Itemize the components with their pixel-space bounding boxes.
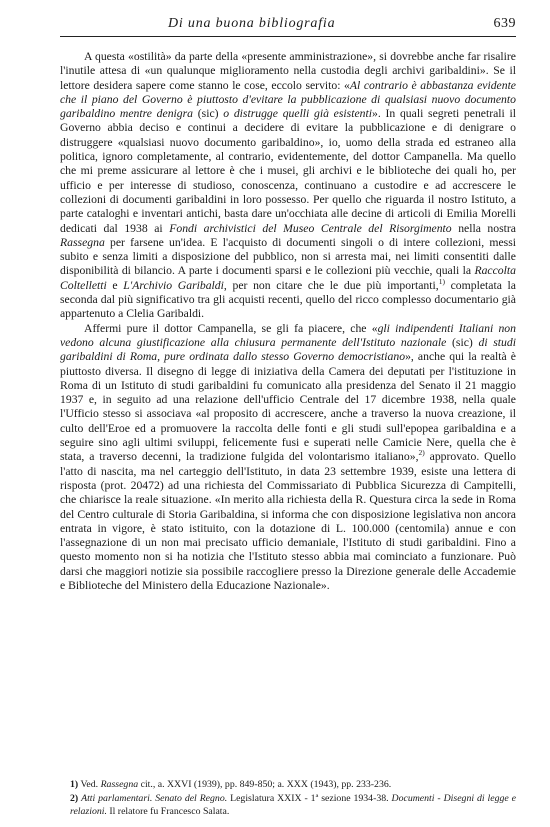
footnote-ref-1: 1)	[438, 276, 445, 286]
p2-text-3: approvato. Quello l'atto di nascita, ma nel carteggio dell'Istituto, in data 23 settembre 1939, esiste una lettera di risposta (prot. 20472) ad una richiesta del Commissariato di Pubblica Sicurezza di Campitelli, che chiarisce la reale situazione. «In merito alla richiesta della R. Questura circa la sede in Roma del Centro culturale di Storia Garibaldina, si informa che con disposizione legislativa non ancora entrata in vigore, è stato istituito, con la dotazione di L. 100.000 (centomila) annue e con l'assegnazione di un non mai precisato ufficio demaniale, l'Istituto di studi garibaldini. Fino a questo momento non si ha notizia che l'Istituto stesso abbia mai cominciato a funzionare. Può darsi che maggiori notizie sia possibile raccogliere presso la Direzione generale delle Accademie e Biblioteche del Ministero della Educazione Nazionale».	[60, 450, 516, 592]
footnote-ref-2: 2)	[418, 448, 425, 458]
footnote-1-text-b: cit., a. XXVI (1939), pp. 849-850; a. XXX (1943), pp. 233-236.	[138, 779, 392, 790]
paragraph-2	[60, 322, 516, 594]
p2-quote-2: di studi garibaldini di Roma, pure ordinata dallo stesso Governo democristiano	[60, 335, 516, 364]
footnote-2	[60, 792, 516, 819]
p1-title-rassegna: Rassegna	[60, 235, 105, 249]
footnote-2-atti: Atti parlamentari. Senato del Regno.	[81, 792, 228, 804]
p1-quote-1: Al contrario è abbastanza evidente che il piano del Governo è piuttosto d'evitare la pubblicazione di qualsiasi nuovo documento garibaldino mentre denigra	[60, 78, 516, 121]
footnote-1	[60, 778, 516, 792]
p1-text-1: A questa «ostilità» da parte della «presente amministrazione», si dovrebbe anche far risalire l'inutile attesa di «un qualunque miglioramento nella custodia degli archivi garibaldini». Se il lettore desidera sapere come stanno le cose, eccolo servito: «	[60, 50, 516, 92]
paragraph-1	[60, 50, 516, 322]
footnote-2-legislatura: Legislatura XXIX - 1ª sezione 1934-38.	[227, 792, 392, 804]
p1-title-fondi: Fondi archivistici del Museo Centrale del Risorgimento	[169, 221, 452, 235]
footnote-2-relatore: Il relatore fu Francesco Salata.	[106, 806, 230, 817]
p1-sic-1: (sic)	[193, 107, 224, 121]
footnote-2-documenti: Documenti - Disegni di legge e relazioni.	[70, 792, 517, 817]
p2-quote-1: gli indipendenti Italiani non vedono alcuna giustificazione alla chiusura permanente dell'Istituto nazionale	[60, 321, 516, 349]
p1-quote-2: o distrugge quelli già esistenti	[223, 107, 372, 121]
p2-text-1: Affermi pure il dottor Campanella, se gli fa piacere, che «	[84, 321, 378, 335]
p1-title-archivio: L'Archivio Garibaldi	[123, 278, 224, 292]
p1-text-5: e	[106, 278, 124, 292]
p1-text-2: ». In quali segreti penetrali il Governo abbia deciso e continui a decidere di evitare la pubblicazione e di denigrare o distruggere «qualsiasi nuovo documento garibaldino», io, uomo della strada ed estraneo alla politica, ignoro completamente, al contrario, evidentemente, del dottor Campanella. Ma quello che mi preme assicurare al lettore è che i musei, gli archivi e le biblioteche dei quali ho, per ufficio e per interesse di studioso, conoscenza, continuano a custodire e ad accrescere le collezioni di documenti garibaldini in loro possesso. Per quello che riguarda il nostro Istituto, a parte cataloghi e inventari antichi, basta dare un'occhiata alle decine di articoli di Emilia Morelli dedicati dal 1938 ai	[60, 107, 517, 235]
p1-text-4: per farsene un'idea. E l'acquisto di documenti singoli o di intere collezioni, messi subito e senza limiti a disposizione del pubblico, non si arresta mai, nei limiti consentiti dalle disponibilità di bilancio. A parte i documenti sparsi e le collezioni più vecchie, quali la	[60, 235, 516, 278]
footnote-1-rassegna: Rassegna	[100, 779, 139, 790]
page-number: 639	[493, 16, 516, 31]
p1-text-3: nella nostra	[451, 221, 516, 235]
running-header	[60, 14, 516, 37]
p1-title-coltelletti: Raccolta Coltelletti	[60, 264, 516, 292]
footnote-1-number: 1)	[70, 779, 79, 790]
main-text	[60, 50, 516, 593]
p1-text-6: , per non citare che le due più importanti,	[223, 278, 439, 292]
footnote-1-text-a: Ved.	[78, 779, 101, 790]
p2-text-2: », anche qui la realtà è piuttosto diversa. Il disegno di legge di iniziativa della Camera dei deputati per l'istituzione in Roma di un Istituto di studi garibaldini fu comunicato alla presidenza del Senato il 21 maggio 1937 e, in seguito ad una relazione dell'ufficio Centrale del 17 dicembre 1938, nella quale l'Ufficio stesso si associava «al proposito di accrescere, anche a traverso la nuova creazione, il culto dell'Eroe ed a promuovere la raccolta delle fonti e gli studi sull'epopea garibaldina e a seguire sino agli ultimi sviluppi, felicemente fusi e superati nelle Camicie Nere, quella che è stata, a traverso decenni, la tradizione fulgida del volontarismo italiano»,	[60, 350, 516, 464]
running-title: Di una buona bibliografia	[168, 16, 336, 31]
footnote-2-number: 2)	[70, 792, 79, 804]
footnotes	[60, 778, 516, 819]
p2-sic: (sic)	[446, 335, 479, 349]
p1-text-7: completata la seconda dal più significativo tra gli acquisti recenti, quello del ricco complesso documentario già appartenuto a Clelia Garibaldi.	[60, 278, 516, 321]
